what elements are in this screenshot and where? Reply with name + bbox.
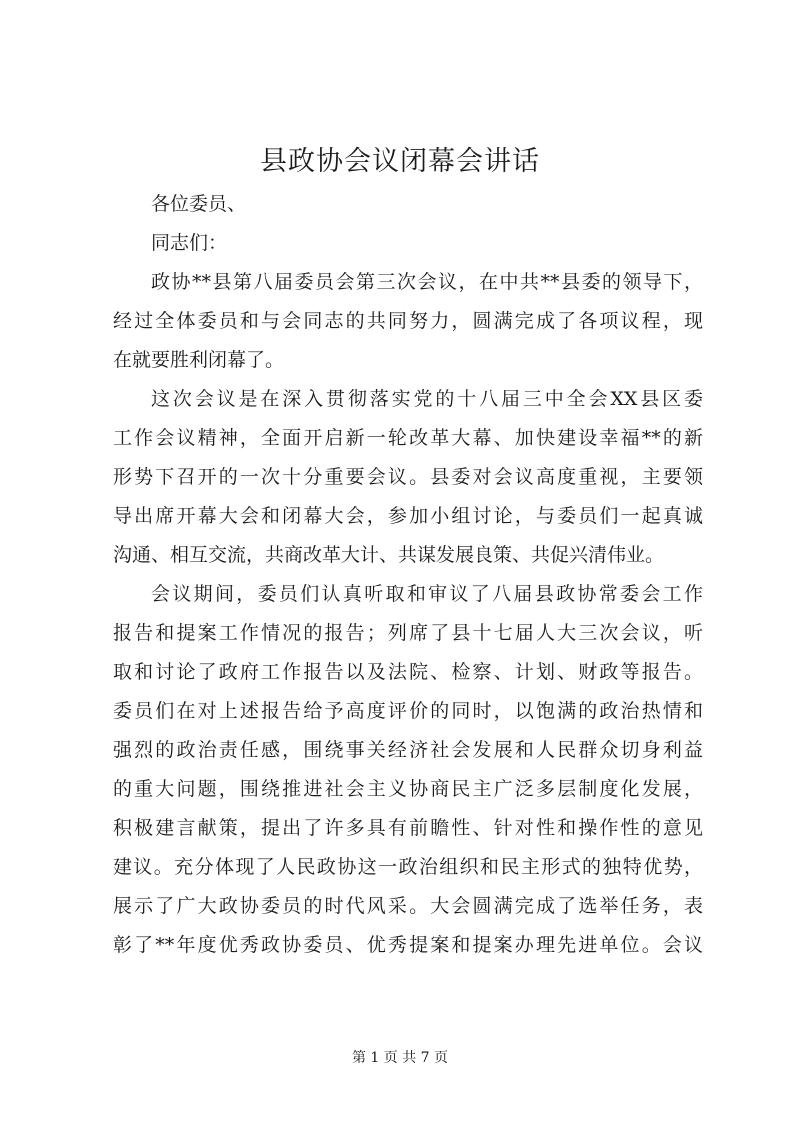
paragraph-line: 建议。充分体现了人民政协这一政治组织和民主形式的独特优势， — [113, 856, 703, 878]
paragraph-line: 强烈的政治责任感，围绕事关经济社会发展和人民群众切身利益 — [113, 739, 703, 761]
paragraph-line: 沟通、相互交流，共商改革大计、共谋发展良策、共促兴清伟业。 — [113, 544, 665, 566]
paragraph-line: 彰了**年度优秀政协委员、优秀提案和提案办理先进单位。会议 — [113, 934, 703, 956]
page-footer: 第 1 页 共 7 页 — [351, 1050, 449, 1066]
paragraph-line: 的重大问题，围绕推进社会主义协商民主广泛多层制度化发展， — [113, 778, 703, 800]
paragraph-line: 会议期间，委员们认真听取和审议了八届县政协常委会工作 — [151, 583, 703, 605]
paragraph-line: 展示了广大政协委员的时代风采。大会圆满完成了选举任务，表 — [113, 895, 703, 917]
document-body — [113, 185, 703, 965]
paragraph-line: 报告和提案工作情况的报告；列席了县十七届人大三次会议，听 — [113, 622, 703, 644]
paragraph-line: 积极建言献策，提出了许多具有前瞻性、针对性和操作性的意见 — [113, 817, 703, 839]
paragraph-line: 取和讨论了政府工作报告以及法院、检察、计划、财政等报告。 — [113, 661, 703, 683]
paragraph-line: 经过全体委员和与会同志的共同努力，圆满完成了各项议程，现 — [113, 310, 703, 332]
paragraph-line: 在就要胜利闭幕了。 — [113, 349, 285, 371]
paragraph-line: 形势下召开的一次十分重要会议。县委对会议高度重视，主要领 — [113, 466, 703, 488]
paragraph-line: 工作会议精神，全面开启新一轮改革大幕、加快建设幸福**的新 — [113, 427, 703, 449]
salutation-line: 各位委员、 — [151, 193, 247, 215]
paragraph-line: 导出席开幕大会和闭幕大会，参加小组讨论，与委员们一起真诚 — [113, 505, 703, 527]
document-title: 县政协会议闭幕会讲话 — [260, 146, 540, 177]
paragraph-line: 委员们在对上述报告给予高度评价的同时，以饱满的政治热情和 — [113, 700, 703, 722]
paragraph-line: 这次会议是在深入贯彻落实党的十八届三中全会XX县区委 — [151, 388, 703, 410]
paragraph-line: 政协**县第八届委员会第三次会议，在中共**县委的领导下， — [151, 271, 703, 293]
salutation-line: 同志们： — [151, 232, 228, 254]
